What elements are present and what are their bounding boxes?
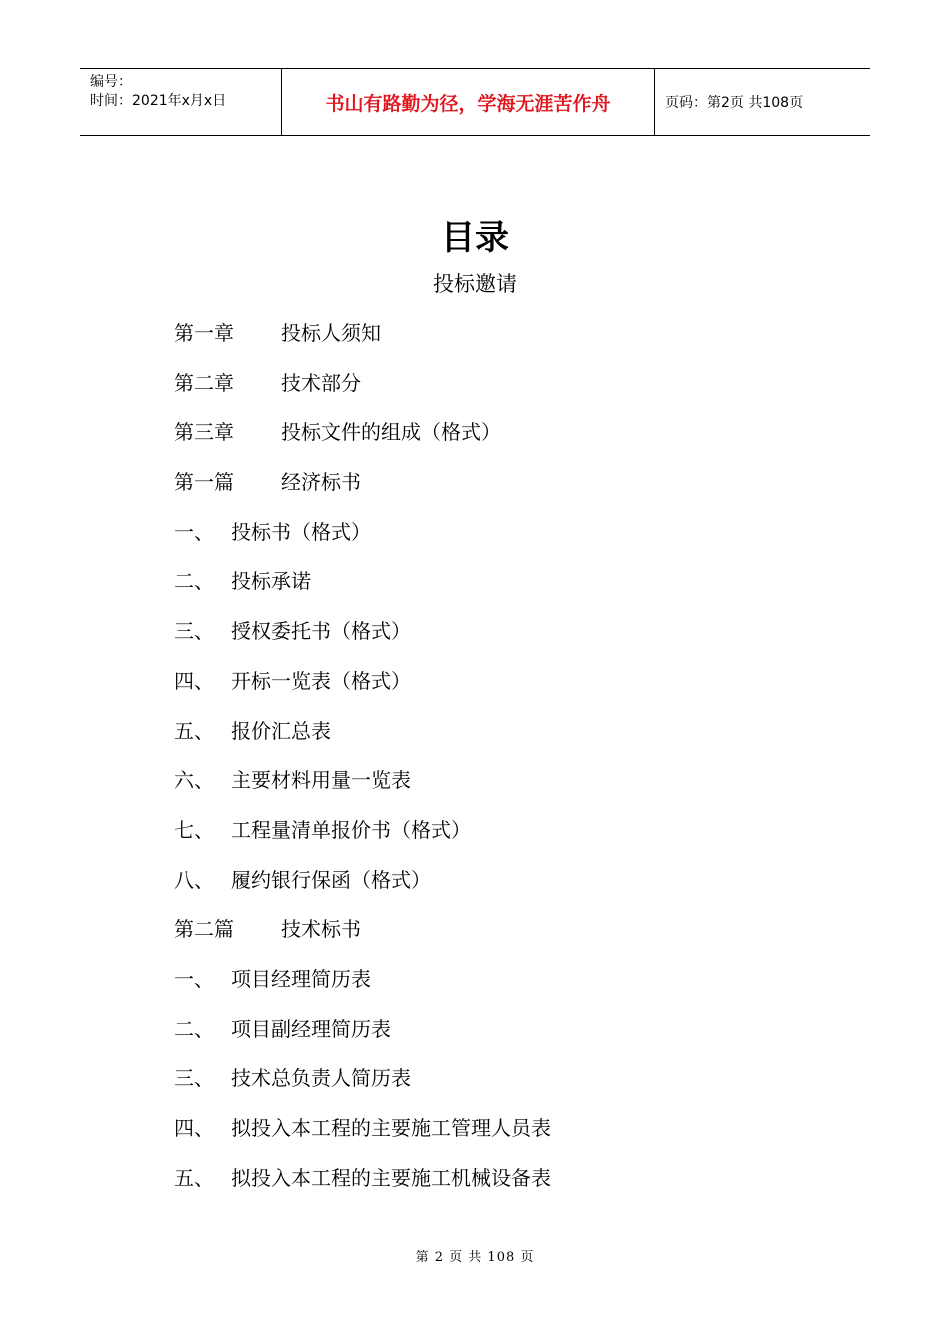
toc-item [174, 1063, 411, 1113]
header-meta [80, 69, 282, 135]
toc-item-number: 一、 [174, 966, 214, 991]
toc-item-number: 五、 [174, 718, 214, 743]
toc-item [174, 1014, 391, 1064]
toc-item [174, 765, 411, 815]
toc-item [174, 914, 361, 964]
toc-item [174, 815, 471, 865]
toc-item-text: 投标承诺 [231, 569, 311, 594]
toc-item-number: 第三章 [174, 420, 234, 445]
toc-item-number: 第二章 [174, 370, 234, 395]
toc-item [174, 616, 411, 666]
toc-item-number: 七、 [174, 817, 214, 842]
toc-item-number: 五、 [174, 1165, 214, 1190]
toc-item-text: 履约银行保函（格式） [231, 867, 431, 892]
page-title: 目录 [441, 218, 509, 258]
toc-item [174, 318, 381, 368]
toc-item [174, 666, 411, 716]
toc-item-number: 三、 [174, 1066, 214, 1091]
page-header [80, 68, 870, 136]
code-label: 编号： [90, 74, 132, 90]
toc-item-text: 工程量清单报价书（格式） [231, 817, 471, 842]
toc-item [174, 566, 311, 616]
toc-item-number: 二、 [174, 569, 214, 594]
table-of-contents [174, 318, 551, 1212]
toc-item-number: 第一篇 [174, 470, 234, 495]
toc-item [174, 368, 361, 418]
toc-item [174, 716, 331, 766]
toc-item-text: 授权委托书（格式） [231, 619, 411, 644]
toc-item [174, 1163, 551, 1213]
toc-item-text: 投标文件的组成（格式） [281, 420, 501, 445]
toc-item-number: 第二篇 [174, 917, 234, 942]
toc-item-text: 经济标书 [281, 470, 361, 495]
toc-item-text: 项目副经理简历表 [231, 1016, 391, 1041]
toc-item-text: 开标一览表（格式） [231, 668, 411, 693]
page-subtitle: 投标邀请 [433, 272, 517, 296]
toc-item-text: 主要材料用量一览表 [231, 768, 411, 793]
toc-item-number: 六、 [174, 768, 214, 793]
toc-item-number: 四、 [174, 668, 214, 693]
toc-item-text: 技术部分 [281, 370, 361, 395]
toc-item-number: 三、 [174, 619, 214, 644]
toc-item-text: 投标书（格式） [231, 519, 371, 544]
date-label: 时间：2021年x月x日 [90, 93, 227, 109]
toc-item-number: 第一章 [174, 321, 234, 345]
toc-item [174, 417, 501, 467]
toc-item-number: 一、 [174, 519, 214, 544]
toc-item [174, 964, 371, 1014]
toc-item [174, 1113, 551, 1163]
page-footer: 第 2 页 共 108 页 [415, 1250, 535, 1265]
toc-item [174, 467, 361, 517]
toc-item-number: 八、 [174, 867, 214, 892]
toc-item-number: 四、 [174, 1116, 214, 1140]
toc-item-text: 项目经理简历表 [231, 966, 371, 991]
toc-item-text: 技术标书 [281, 917, 361, 942]
toc-item-text: 投标人须知 [281, 321, 381, 345]
toc-item [174, 865, 431, 915]
toc-item [174, 517, 371, 567]
toc-item-text: 技术总负责人简历表 [231, 1066, 411, 1091]
toc-item-text: 拟投入本工程的主要施工管理人员表 [231, 1116, 551, 1140]
toc-item-number: 二、 [174, 1016, 214, 1041]
toc-item-text: 拟投入本工程的主要施工机械设备表 [231, 1165, 551, 1190]
toc-item-text: 报价汇总表 [231, 718, 331, 743]
header-motto: 书山有路勤为径，学海无涯苦作舟 [282, 69, 655, 135]
header-page-info: 页码：第2页 共108页 [665, 95, 804, 111]
